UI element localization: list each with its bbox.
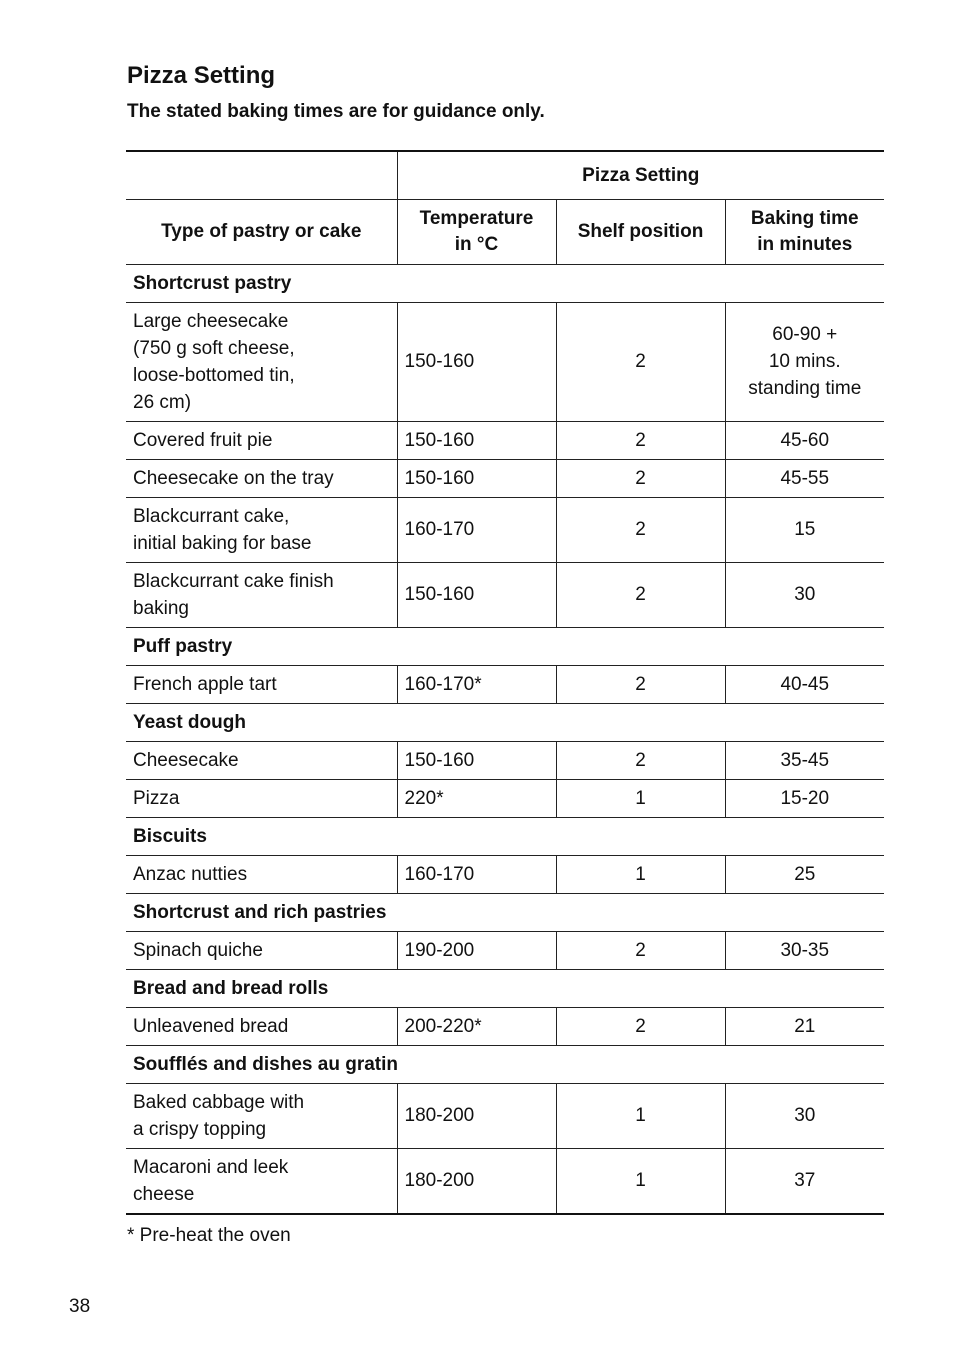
cell-temperature: 180-200 [397,1148,556,1214]
cell-baking-time: 45-55 [725,459,884,497]
column-header-temperature: Temperature in °C [397,199,556,264]
page-title: Pizza Setting [127,62,276,89]
table-row [126,779,884,817]
table-row [126,421,884,459]
cell-shelf-position: 2 [556,497,725,562]
cell-temperature: 190-200 [397,931,556,969]
cell-temperature: 160-170 [397,497,556,562]
cell-shelf-position: 2 [556,421,725,459]
table-row [126,562,884,627]
category-row [126,1045,884,1083]
category-row [126,893,884,931]
column-header-time: Baking time in minutes [725,199,884,264]
category-label: Bread and bread rolls [126,969,884,1007]
category-row [126,264,884,302]
cell-baking-time: 15 [725,497,884,562]
page-number: 38 [69,1296,91,1317]
cell-shelf-position: 2 [556,931,725,969]
cell-temperature: 160-170* [397,665,556,703]
footnote: * Pre-heat the oven [127,1225,291,1246]
cell-temperature: 220* [397,779,556,817]
cell-pastry-type: French apple tart [126,665,397,703]
cell-baking-time: 45-60 [725,421,884,459]
cell-temperature: 180-200 [397,1083,556,1148]
cell-pastry-type: Pizza [126,779,397,817]
category-label: Yeast dough [126,703,884,741]
cell-pastry-type: Anzac nutties [126,855,397,893]
cell-temperature: 150-160 [397,741,556,779]
cell-shelf-position: 2 [556,562,725,627]
cell-shelf-position: 1 [556,1148,725,1214]
cell-baking-time: 25 [725,855,884,893]
table-row [126,302,884,421]
page-subtitle: The stated baking times are for guidance only. [127,101,545,122]
cell-shelf-position: 2 [556,302,725,421]
table-header-empty [126,151,397,199]
cell-pastry-type: Cheesecake on the tray [126,459,397,497]
cell-temperature: 150-160 [397,421,556,459]
category-row [126,627,884,665]
cell-baking-time: 21 [725,1007,884,1045]
cell-shelf-position: 2 [556,741,725,779]
cell-pastry-type: Baked cabbage with a crispy topping [126,1083,397,1148]
cell-pastry-type: Blackcurrant cake finish baking [126,562,397,627]
baking-table [126,150,884,1215]
category-label: Soufflés and dishes au gratin [126,1045,884,1083]
table-row [126,497,884,562]
cell-temperature: 150-160 [397,562,556,627]
table-row [126,1007,884,1045]
table-row [126,855,884,893]
cell-pastry-type: Large cheesecake (750 g soft cheese, loose-bottomed tin, 26 cm) [126,302,397,421]
table-row [126,741,884,779]
cell-shelf-position: 1 [556,779,725,817]
cell-pastry-type: Macaroni and leek cheese [126,1148,397,1214]
cell-shelf-position: 1 [556,855,725,893]
table-column-header-row [126,199,884,264]
cell-pastry-type: Blackcurrant cake, initial baking for base [126,497,397,562]
cell-shelf-position: 2 [556,1007,725,1045]
cell-baking-time: 37 [725,1148,884,1214]
category-label: Puff pastry [126,627,884,665]
cell-baking-time: 60-90 + 10 mins. standing time [725,302,884,421]
table-group-header: Pizza Setting [397,151,884,199]
cell-temperature: 150-160 [397,302,556,421]
table-row [126,1083,884,1148]
cell-baking-time: 30-35 [725,931,884,969]
cell-pastry-type: Cheesecake [126,741,397,779]
cell-baking-time: 30 [725,1083,884,1148]
table-row [126,665,884,703]
category-label: Shortcrust and rich pastries [126,893,884,931]
cell-pastry-type: Covered fruit pie [126,421,397,459]
category-row [126,817,884,855]
column-header-type: Type of pastry or cake [126,199,397,264]
table-row [126,931,884,969]
cell-baking-time: 35-45 [725,741,884,779]
cell-baking-time: 15-20 [725,779,884,817]
cell-baking-time: 30 [725,562,884,627]
category-row [126,703,884,741]
table-row [126,459,884,497]
cell-shelf-position: 1 [556,1083,725,1148]
category-label: Shortcrust pastry [126,264,884,302]
category-row [126,969,884,1007]
table-body [126,264,884,1214]
column-header-shelf: Shelf position [556,199,725,264]
table-group-header-row [126,151,884,199]
cell-temperature: 150-160 [397,459,556,497]
cell-shelf-position: 2 [556,459,725,497]
cell-pastry-type: Unleavened bread [126,1007,397,1045]
table-row [126,1148,884,1214]
cell-baking-time: 40-45 [725,665,884,703]
cell-temperature: 200-220* [397,1007,556,1045]
cell-temperature: 160-170 [397,855,556,893]
cell-pastry-type: Spinach quiche [126,931,397,969]
cell-shelf-position: 2 [556,665,725,703]
category-label: Biscuits [126,817,884,855]
